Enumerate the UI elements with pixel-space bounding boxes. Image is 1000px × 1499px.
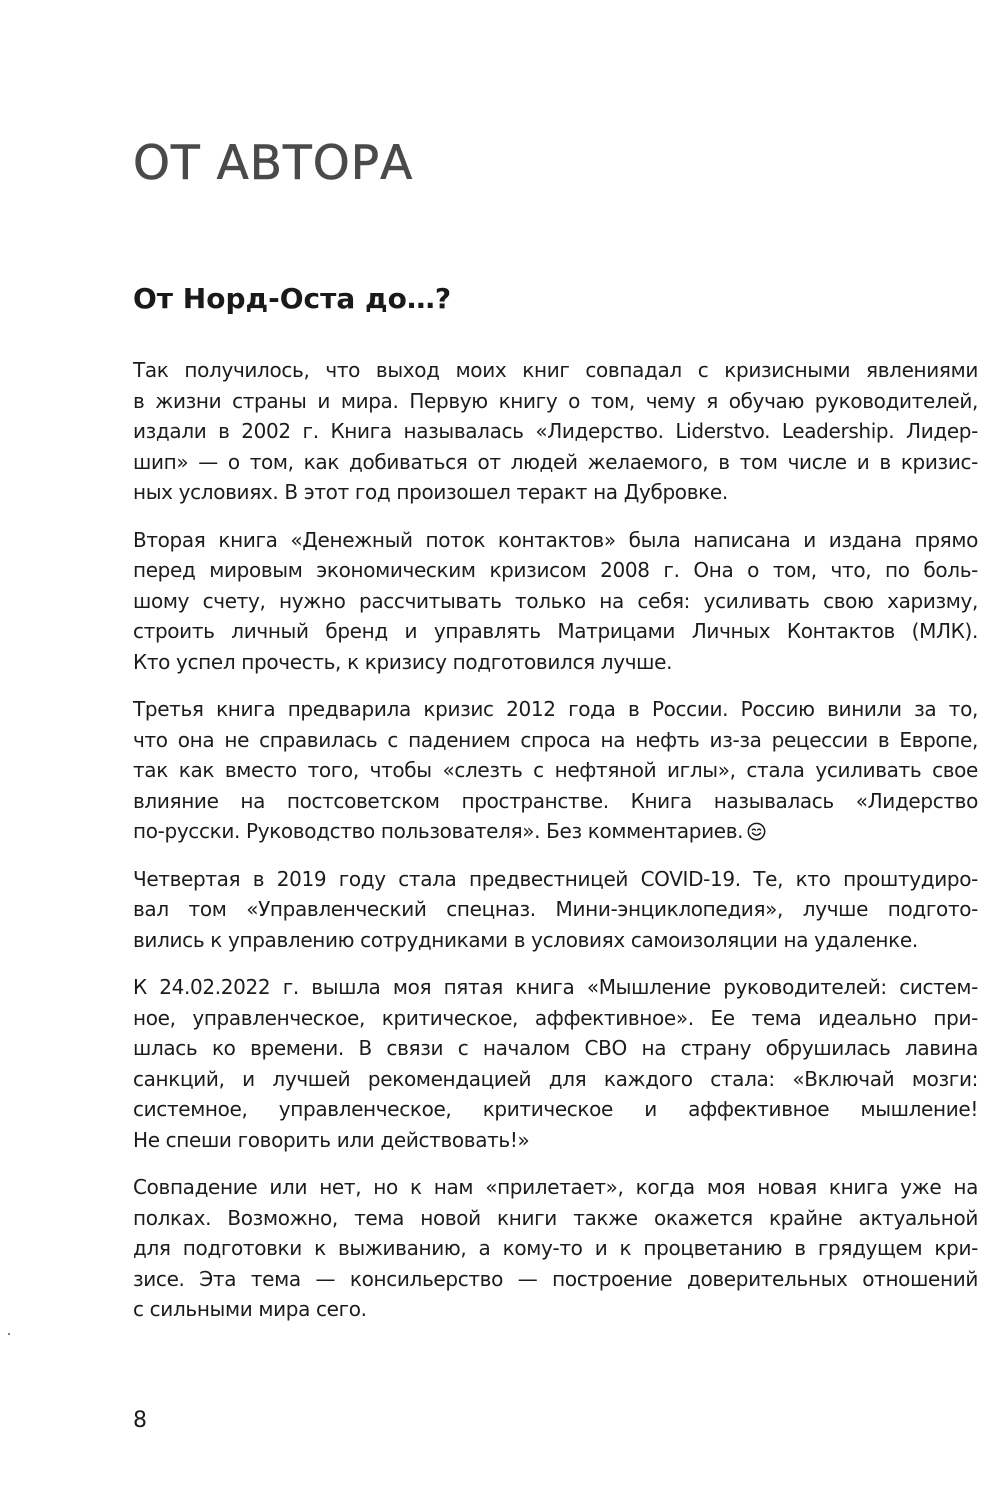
paragraph-6 <box>133 1172 978 1325</box>
paragraph-5 <box>133 972 978 1155</box>
text-line: Вторая книга «Денежный поток контактов» была написана и издана прямо <box>133 527 978 552</box>
text-line: полках. Возможно, тема новой книги также окажется крайне актуальной <box>133 1205 978 1230</box>
text-line: системное, управленческое, критическое и аффективное мышление! <box>133 1097 978 1121</box>
paragraph-3 <box>133 694 978 847</box>
text-line: ное, управленческое, критическое, аффективное». Ее тема идеально при- <box>133 1005 978 1030</box>
text-line: шому счету, нужно рассчитывать только на себя: усиливать свою харизму, <box>133 588 978 613</box>
text-line: вились к управлению сотрудниками в условиях самоизоляции на удаленке. <box>133 927 918 952</box>
text-line: ных условиях. В этот год произошел теракт на Дубровке. <box>133 480 728 504</box>
text-line: по-русски. Руководство пользователя». Без комментариев. <box>133 819 744 843</box>
text-line: Не спеши говорить или действовать!» <box>133 1127 530 1152</box>
text-line: К 24.02.2022 г. вышла моя пятая книга «Мышление руководителей: систем- <box>133 975 978 999</box>
paragraph-4 <box>133 864 978 956</box>
text-line: перед мировым экономическим кризисом 2008 г. Она о том, что, по боль- <box>133 558 978 582</box>
text-line: Третья книга предварила кризис 2012 года в России. Россию винили за то, <box>133 697 978 721</box>
text-line: зисе. Эта тема — консильерство — построение доверительных отношений <box>133 1266 978 1291</box>
smiley-icon <box>747 822 766 841</box>
text-line: Так получилось, что выход моих книг совпадал с кризисными явлениями <box>133 358 978 382</box>
paragraph-1 <box>133 355 978 508</box>
text-line: Четвертая в 2019 году стала предвестницей COVID-19. Те, кто проштудиро- <box>133 866 978 891</box>
text-line: в жизни страны и мира. Первую книгу о том, чему я обучаю руководителей, <box>133 388 978 413</box>
text-line: Совпадение или нет, но к нам «прилетает», когда моя новая книга уже на <box>133 1175 978 1199</box>
section-title: От Норд-Оста до…? <box>133 282 452 315</box>
text-line: шлась ко времени. В связи с началом СВО на страну обрушилась лавина <box>133 1036 978 1060</box>
text-line: для подготовки к выживанию, а кому-то и к процветанию в грядущем кри- <box>133 1236 978 1260</box>
text-line: санкций, и лучшей рекомендацией для каждого стала: «Включай мозги: <box>133 1066 978 1091</box>
body-text <box>133 355 978 1342</box>
text-line: издали в 2002 г. Книга называлась «Лидерство. Liderstvo. Leadership. Лидер- <box>133 419 978 443</box>
paragraph-2 <box>133 525 978 678</box>
text-line: вал том «Управленческий спецназ. Мини-энциклопедия», лучше подгото- <box>133 897 978 921</box>
text-line: Кто успел прочесть, к кризису подготовился лучше. <box>133 649 673 674</box>
text-line: влияние на постсоветском пространстве. Книга называлась «Лидерство <box>133 788 978 813</box>
text-line: шип» — о том, как добиваться от людей желаемого, в том числе и в кризис- <box>133 449 978 474</box>
text-line: так как вместо того, чтобы «слезть с нефтяной иглы», стала усиливать свое <box>133 758 978 782</box>
scan-speck <box>8 1333 10 1335</box>
text-line-with-smiley <box>133 816 978 847</box>
text-line: с сильными мира сего. <box>133 1297 367 1321</box>
text-line: что она не справилась с падением спроса на нефть из-за рецессии в Европе, <box>133 727 978 752</box>
page-number: 8 <box>133 1408 147 1433</box>
text-line: строить личный бренд и управлять Матрицами Личных Контактов (МЛК). <box>133 619 978 643</box>
chapter-title: ОТ АВТОРА <box>133 136 414 191</box>
